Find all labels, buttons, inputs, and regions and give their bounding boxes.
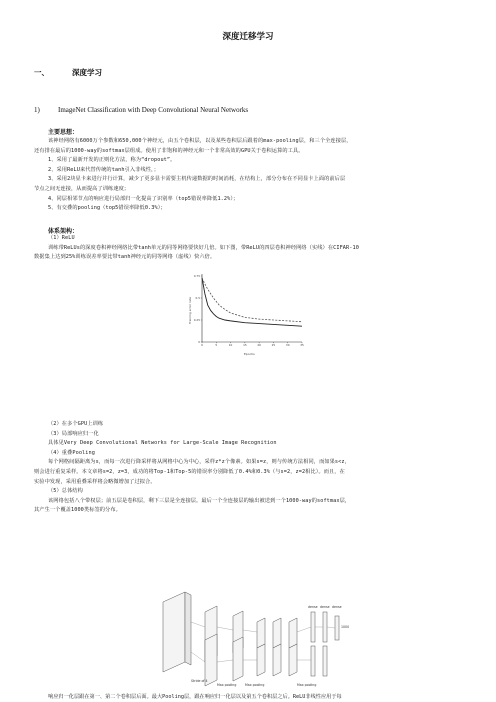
section-number: 一、 xyxy=(34,68,49,77)
text-line: 2、采用ReLU来代替传统的tanh引入非线性，； xyxy=(48,166,160,173)
x-tick-label: 5 xyxy=(215,343,218,348)
x-tick-label: 25 xyxy=(271,343,276,348)
y-tick-label: 0.25 xyxy=(193,318,200,322)
subsection-label: ImageNet Classification with Deep Convolutional Neural Networks xyxy=(58,106,249,114)
text-line: 3、采用2块显卡来进行并行计算，减少了更多显卡需要主机传递数据的时间消耗，在结构上，部分分布在不同显卡上面的前后层 xyxy=(48,176,346,183)
section-label: 深度学习 xyxy=(72,68,102,77)
dense-layer-1 xyxy=(311,612,315,642)
training-error-chart xyxy=(186,266,306,358)
architecture-label: 体系架构： xyxy=(48,228,79,235)
dense-layer-1-bottom xyxy=(311,646,315,676)
main-idea-label: 主要思想： xyxy=(48,129,79,136)
text-line: 每个网格间隔距离为s，而每一次进行降采样将从网格中心为中心，采样z*z个像素。如果s=z，则与传统方法相同，而如果s<z， xyxy=(48,459,350,466)
input-layer-block xyxy=(163,592,185,672)
text-line: 其产生一个覆盖1000类标签的分布。 xyxy=(34,507,121,514)
y-tick-label: 0 xyxy=(198,340,200,344)
text-line: （2）在多个GPU上训练 xyxy=(48,421,104,427)
connector xyxy=(243,630,257,632)
text-line: 4、同层相邻节点的响应进行局部归一化提高了识别率（top5错误率降低1.2%）； xyxy=(48,195,239,202)
connector xyxy=(217,660,233,662)
connector xyxy=(191,652,205,662)
series-line-tanh xyxy=(202,278,302,322)
main-idea-paragraph xyxy=(34,137,462,214)
dense-layer-2-bottom xyxy=(323,646,327,676)
section-heading xyxy=(34,67,102,78)
x-tick-label: 10 xyxy=(228,343,233,348)
connector xyxy=(191,622,205,627)
x-tick-label: 0 xyxy=(201,343,203,348)
diagram-label: dense xyxy=(320,605,330,609)
connector xyxy=(297,627,311,632)
conv4-block xyxy=(273,618,281,648)
diagram-label: Max pooling xyxy=(217,683,237,687)
conv4-block-bottom xyxy=(273,644,281,676)
text-line: 数据集上达到25%训练误差率要比带tanh神经元的同等网络（虚线）快六倍。 xyxy=(34,254,216,261)
x-tick-label: 30 xyxy=(285,343,290,348)
text-line: 训练带ReLUs的深度卷积神经网络比带tanh单元的同等网络要快好几倍。如下图，带ReLU的四层卷积神经网络（实线）在CIFAR-10 xyxy=(48,244,359,251)
network-architecture-diagram xyxy=(155,582,352,690)
text-line: 5、有交叠的pooling（top5错误率降低0.3%）； xyxy=(48,205,166,212)
text-line: 则会进行重复采样。本文章将s=2，z=3，成功的将Top-1和Top-5的错误率分别降低了0.4%和0.3%（与s=2，z=2相比）。而且，在 xyxy=(34,468,345,475)
conv3-block-bottom xyxy=(257,644,265,676)
relu-section xyxy=(34,234,462,263)
x-axis-label: Epochs xyxy=(244,352,255,356)
x-tick-label: 20 xyxy=(257,343,261,348)
conv5-block xyxy=(289,618,297,648)
conv2-block-bottom xyxy=(233,637,243,681)
text-line: 实验中发现，采用重叠采样将会略微增加了过拟合。 xyxy=(34,478,156,485)
connector xyxy=(327,627,335,628)
diagram-label: dense xyxy=(308,605,318,609)
y-tick-label: 0.5 xyxy=(195,296,200,300)
dense-layer-3 xyxy=(335,616,339,640)
text-line: 该网络包括八个带权层；前五层是卷积层，剩下三层是全连接层。最后一个全连接层的输出被送到一个1000-way的softmax层， xyxy=(48,497,351,504)
y-tick-label: 0.75 xyxy=(193,274,200,278)
diagram-label: 1000 xyxy=(341,625,350,629)
diagram-label: dense xyxy=(332,605,342,609)
text-line: 1、采用了最新开发的正则化方法，称为“dropout”。 xyxy=(48,157,176,164)
text-line: 具体见Very Deep Convolutional Networks for Large-Scale Image Recognition xyxy=(48,440,277,447)
text-line: （4）重叠Pooling xyxy=(48,449,95,456)
x-tick-label: 15 xyxy=(243,343,247,348)
y-axis-label: Training error rate xyxy=(188,296,192,324)
relu-heading: （1）ReLU xyxy=(48,235,75,241)
input-layer-side xyxy=(185,592,191,665)
diagram-label: Max pooling xyxy=(245,683,265,687)
conv5-block-bottom xyxy=(289,644,297,676)
text-line: 该神经网络有6000万个参数和650,000个神经元，由五个卷积层，以及某些卷积层后跟着的max-pooling层，和三个全连接层， xyxy=(48,138,352,144)
diagram-label: Stride of 4 xyxy=(191,679,208,683)
after-figure-section xyxy=(34,420,462,516)
conv3-block xyxy=(257,618,265,648)
subsection-number: 1) xyxy=(34,106,40,114)
text-line: 节点之间无连接，从而提高了训练速度； xyxy=(34,185,130,192)
diagram-label: Max pooling xyxy=(297,683,317,687)
document-title: 深度迁移学习 xyxy=(222,32,274,42)
dense-layer-2 xyxy=(323,612,327,642)
x-tick-label: 35 xyxy=(300,343,304,348)
text-line: （5）总体结构 xyxy=(48,488,83,495)
text-line: （3）局部响应归一化 xyxy=(48,430,99,437)
bottom-text-line: 响应归一化层跟在第一、第二个卷积层后面。最大Pooling层，跟在响应归一化层以及第五个卷积层之后。ReLU非线性应用于每 xyxy=(48,694,342,700)
connector xyxy=(217,627,233,630)
subsection-heading xyxy=(34,106,248,114)
text-line: 还有排在最后的1000-way的softmax层组成。使用了非饱和的神经元和一个非常高效的GPU关于卷积运算的工具。 xyxy=(34,147,304,154)
